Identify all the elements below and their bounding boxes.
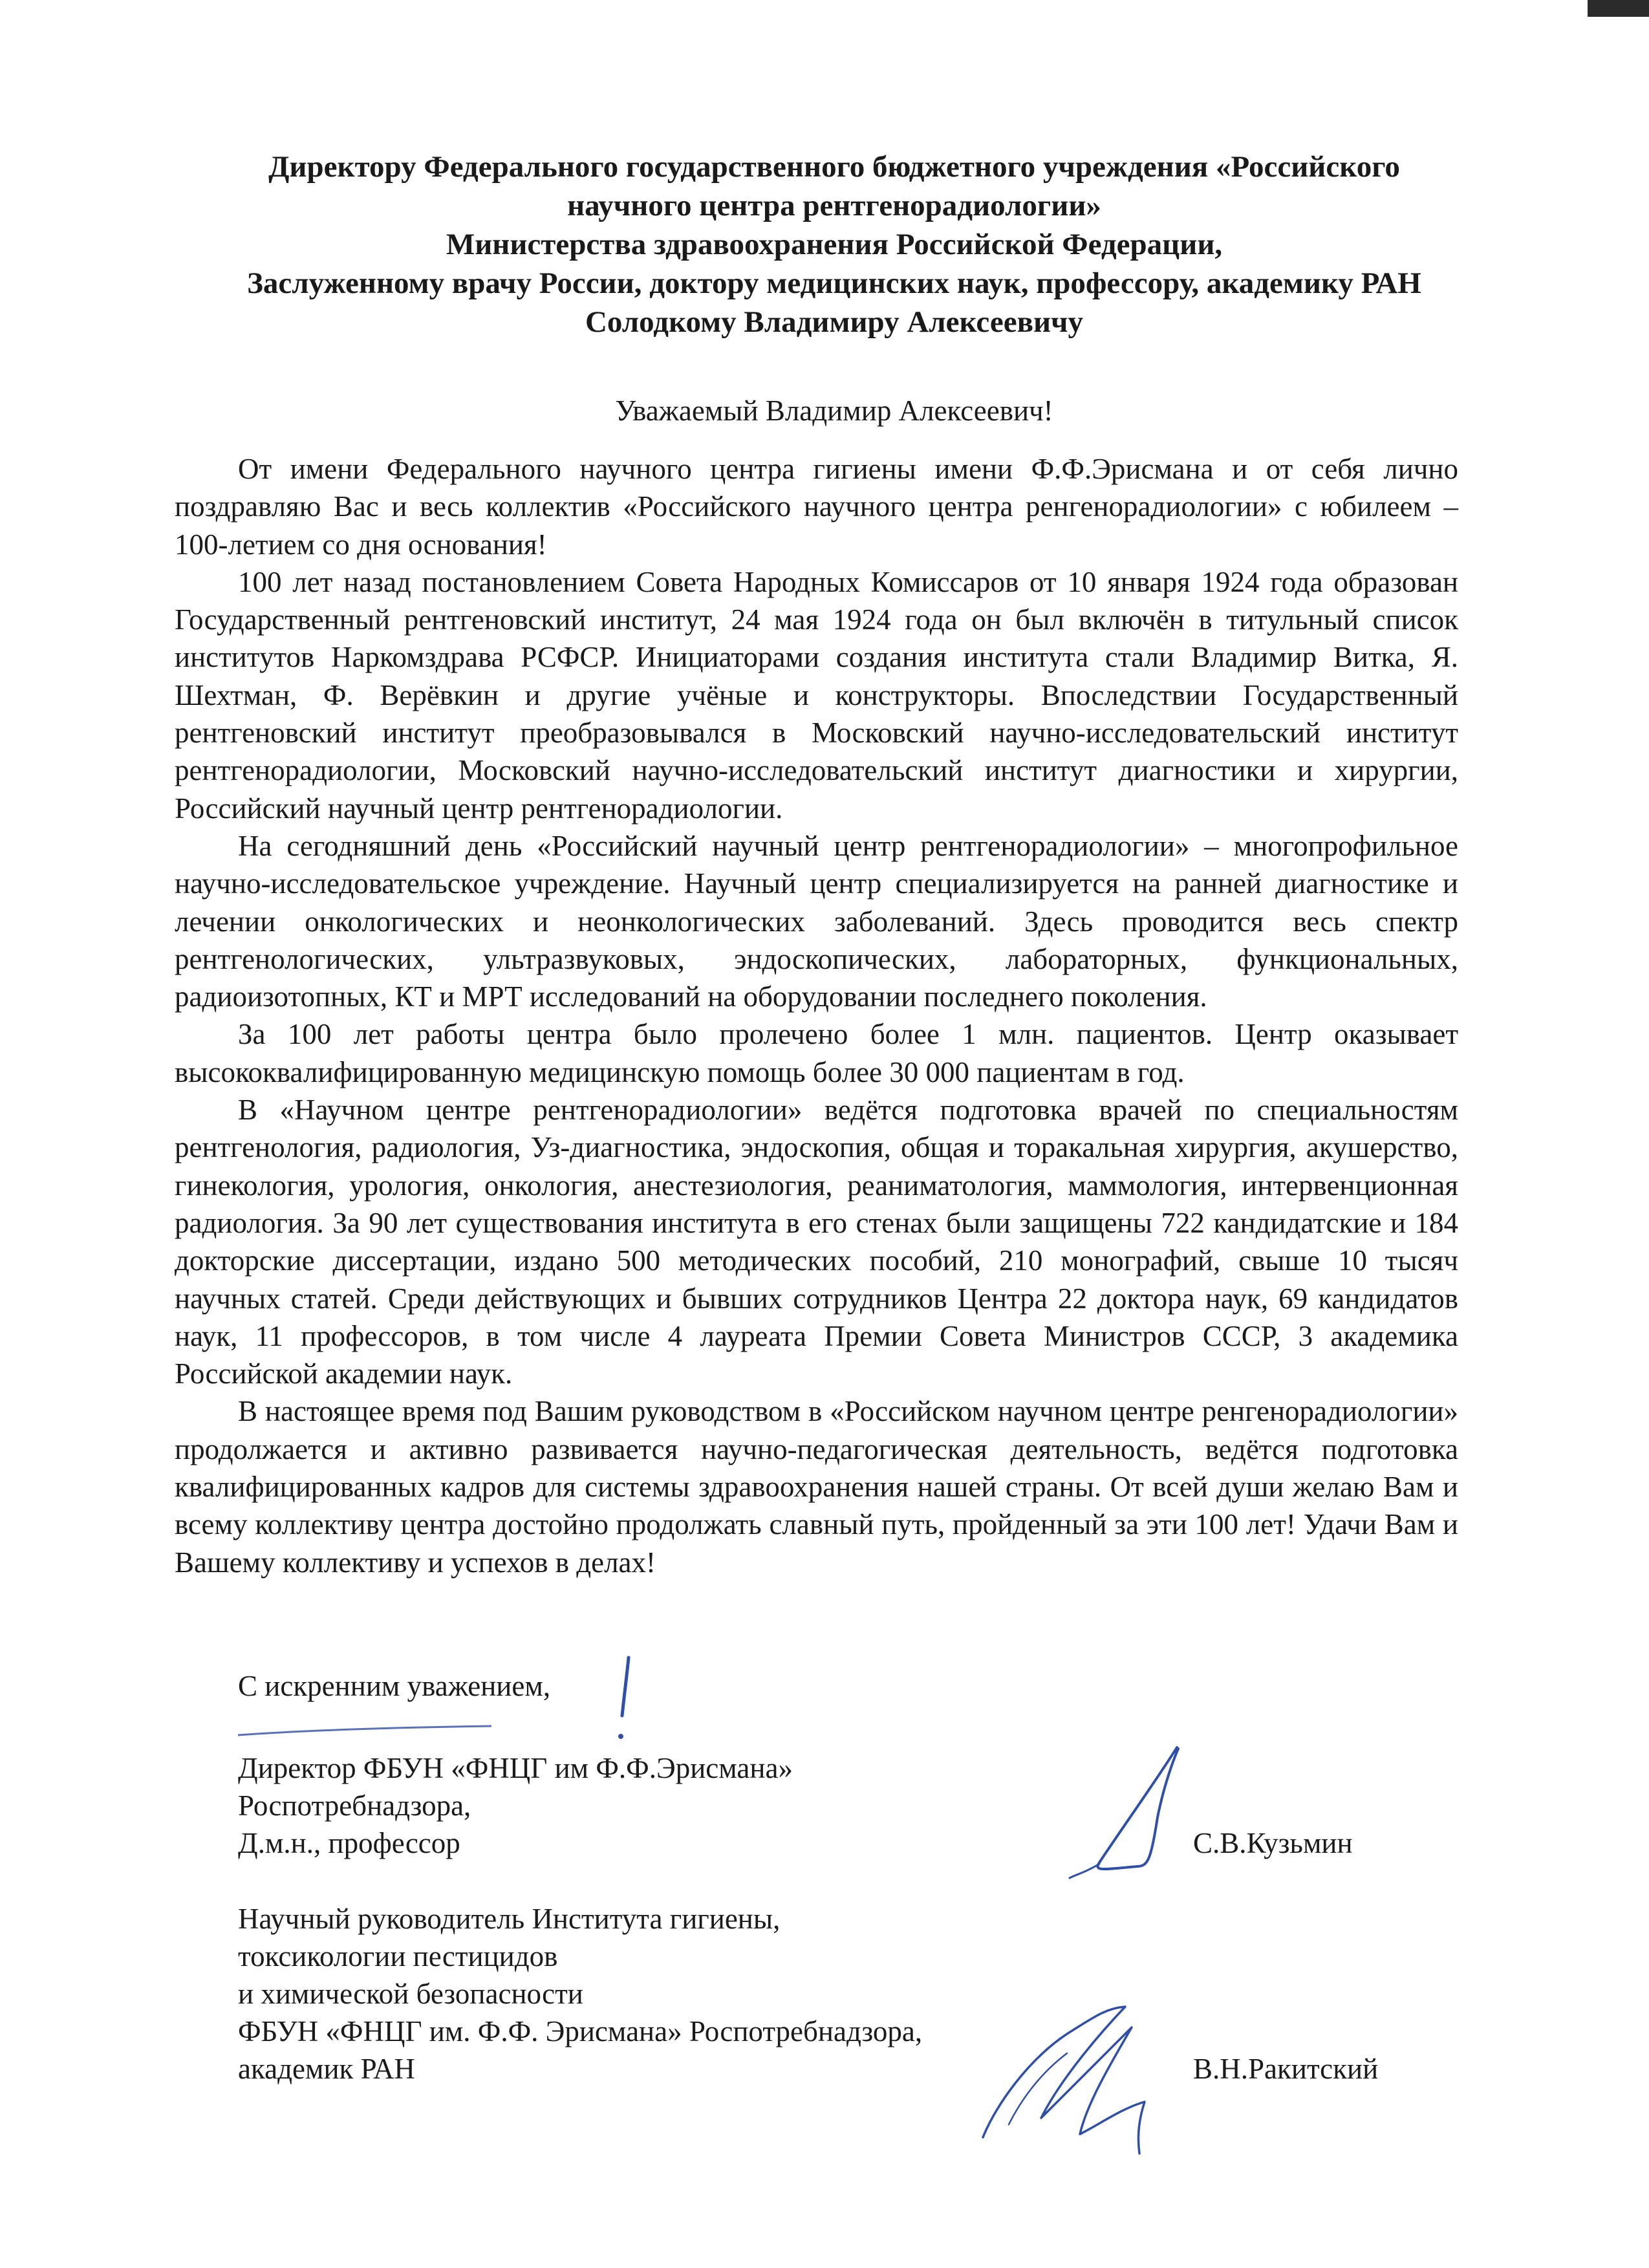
signatory-title-line: и химической безопасности: [238, 1978, 583, 2010]
signatory-2-name: В.Н.Ракитский: [1193, 2053, 1379, 2085]
addressee-line: Солодкому Владимиру Алексеевичу: [585, 305, 1084, 339]
signature-2: [970, 1995, 1177, 2163]
signatory-title-line: Роспотребнадзора,: [238, 1789, 471, 1822]
signatory-title-line: Д.м.н., профессор: [238, 1827, 460, 1859]
closing-phrase: С искренним уважением,: [238, 1670, 551, 1702]
body-paragraph: 100 лет назад постановлением Совета Народных Комиссаров от 10 января 1924 года образован Государственный рентгеновский институт, 24 мая 1924 года он был включён в титульный список институтов Наркомздрава РСФСР. Инициаторами создания института стали Владимир Витка, Я. Шехтман, Ф. Верёвкин и другие учёные и конструкторы. Впоследствии Государственный рентгеновский институт преобразовывался в Московский научно-исследовательский институт рентгенорадиологии, Московский научно-исследовательский институт диагностики и хирургии, Российский научный центр рентгенорадиологии.: [175, 565, 1458, 825]
body-paragraph: В настоящее время под Вашим руководством в «Российском научном центре ренгенорадиологии» продолжается и активно развивается научно-педагогическая деятельность, ведётся подготовка квалифицированных кадров для системы здравоохранения нашей страны. От всей души желаю Вам и всему коллективу центра достойно продолжать славный путь, пройденный за эти 100 лет! Удачи Вам и Вашему коллективу и успехов в делах!: [175, 1395, 1458, 1579]
body-paragraph: За 100 лет работы центра было пролечено более 1 млн. пациентов. Центр оказывает высококвалифицированную медицинскую помощь более 30 000 пациентам в год.: [175, 1018, 1458, 1088]
signatory-title-line: ФБУН «ФНЦГ им. Ф.Ф. Эрисмана» Роспотребнадзора,: [238, 2015, 923, 2047]
greeting: Уважаемый Владимир Алексеевич!: [615, 394, 1053, 427]
body-paragraph: На сегодняшний день «Российский научный центр рентгенорадиологии» – многопрофильное научно-исследовательское учреждение. Научный центр специализируется на ранней диагностике и лечении онкологических и неонкологических заболеваний. Здесь проводится весь спектр рентгенологических, ультразвуковых, эндоскопических, лабораторных, функциональных, радиоизотопных, КТ и МРТ исследований на оборудовании последнего поколения.: [175, 829, 1458, 1013]
signatory-title-line: Научный руководитель Института гигиены,: [238, 1903, 781, 1935]
scan-corner-mark: [1588, 0, 1649, 17]
signatory-1-name: С.В.Кузьмин: [1193, 1827, 1353, 1859]
addressee-line: Министерства здравоохранения Российской Федерации,: [446, 228, 1223, 261]
signature-1: [1061, 1740, 1229, 1895]
body-paragraph: В «Научном центре рентгенорадиологии» ведётся подготовка врачей по специальностям рентгенология, радиология, Уз-диагностика, эндоскопия, общая и торакальная хирургия, акушерство, гинекология, урология, онкология, анестезиология, реаниматология, маммология, интервенционная радиология. За 90 лет существования института в его стенах были защищены 722 кандидатские и 184 докторские диссертации, издано 500 методических пособий, 210 монографий, свыше 10 тысяч научных статей. Среди действующих и бывших сотрудников Центра 22 доктора наук, 69 кандидатов наук, 11 профессоров, в том числе 4 лауреата Премии Совета Министров СССР, 3 академика Российской академии наук.: [175, 1094, 1458, 1390]
body-paragraph: От имени Федерального научного центра гигиены имени Ф.Ф.Эрисмана и от себя лично поздравляю Вас и весь коллектив «Российского научного центра ренгенорадиологии» с юбилеем – 100-летием со дня основания!: [175, 453, 1458, 561]
signatory-1-title: [238, 1749, 793, 1862]
letter-body: [175, 450, 1458, 1581]
addressee-line: научного центра рентгенорадиологии»: [567, 189, 1101, 222]
addressee-line: Директору Федерального государственного бюджетного учреждения «Российского: [268, 150, 1400, 184]
addressee-block: [129, 147, 1539, 341]
signatory-title-line: токсикологии пестицидов: [238, 1940, 558, 1972]
handwritten-underline-mark: [233, 1646, 673, 1749]
signatory-2-title: [238, 1900, 922, 2088]
addressee-line: Заслуженному врачу России, доктору медицинских наук, профессору, академику РАН: [247, 266, 1421, 300]
signatory-title-line: академик РАН: [238, 2053, 415, 2085]
signatory-title-line: Директор ФБУН «ФНЦГ им Ф.Ф.Эрисмана»: [238, 1752, 793, 1784]
